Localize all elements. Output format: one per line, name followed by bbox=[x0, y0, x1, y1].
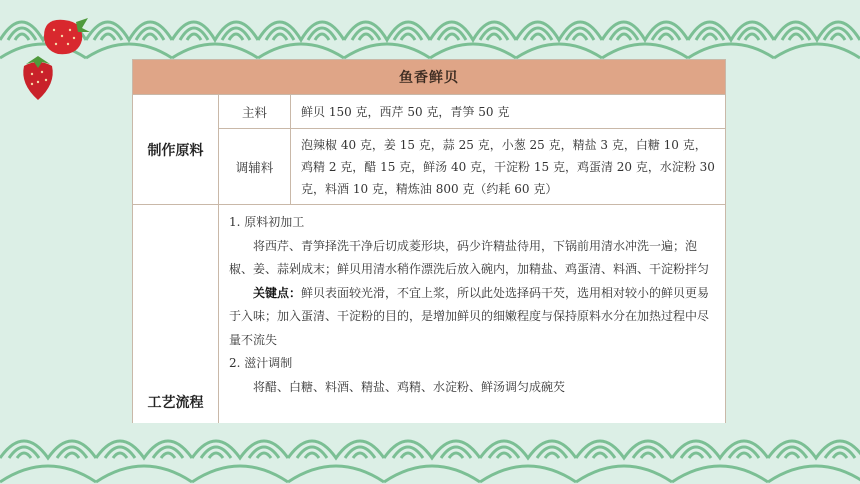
aux-ingredient-label: 调辅料 bbox=[219, 129, 291, 205]
step2-title: 2. 滋汁调制 bbox=[229, 356, 293, 370]
strawberry-icon bbox=[38, 14, 90, 58]
process-content bbox=[219, 205, 726, 424]
aux-ingredient-text: 泡辣椒 40 克，姜 15 克，蒜 25 克，小葱 25 克，精盐 3 克，白糖 10 克，鸡精 2 克，醋 15 克，鲜汤 40 克，干淀粉 15 克，鸡蛋清 20 克，水淀粉 30 克，料酒 10 克，精炼油 800 克（约耗 60 克） bbox=[291, 129, 726, 205]
keypoint-label: 关键点： bbox=[253, 285, 302, 300]
main-ingredient-label: 主料 bbox=[219, 95, 291, 129]
recipe-table bbox=[132, 59, 726, 423]
recipe-title: 鱼香鲜贝 bbox=[133, 60, 726, 95]
top-wave-border bbox=[0, 0, 860, 62]
main-ingredient-text: 鲜贝 150 克，西芹 50 克，青笋 50 克 bbox=[291, 95, 726, 129]
step1-text: 将西芹、青笋择洗干净后切成菱形块，码少许精盐待用，下锅前用清水冲洗一遍；泡椒、姜、蒜剁成末；鲜贝用清水稍作漂洗后放入碗内，加精盐、鸡蛋清、料酒、干淀粉拌匀 bbox=[229, 238, 710, 276]
keypoint-paragraph bbox=[229, 282, 717, 353]
step1-title: 1. 原料初加工 bbox=[229, 215, 305, 229]
keypoint-text: 鲜贝表面较光滑，不宜上浆，所以此处选择码干芡，选用相对较小的鲜贝更易于入味；加入蛋清、干淀粉的目的，是增加鲜贝的细嫩程度与保持原料水分在加热过程中尽量不流失 bbox=[229, 285, 710, 347]
ingredients-section-label: 制作原料 bbox=[133, 95, 219, 205]
bottom-wave-border bbox=[0, 428, 860, 484]
step2-text: 将醋、白糖、料酒、精盐、鸡精、水淀粉、鲜汤调匀成碗芡 bbox=[253, 379, 566, 394]
process-section-label: 工艺流程 bbox=[133, 205, 219, 424]
strawberry-icon bbox=[18, 54, 58, 102]
